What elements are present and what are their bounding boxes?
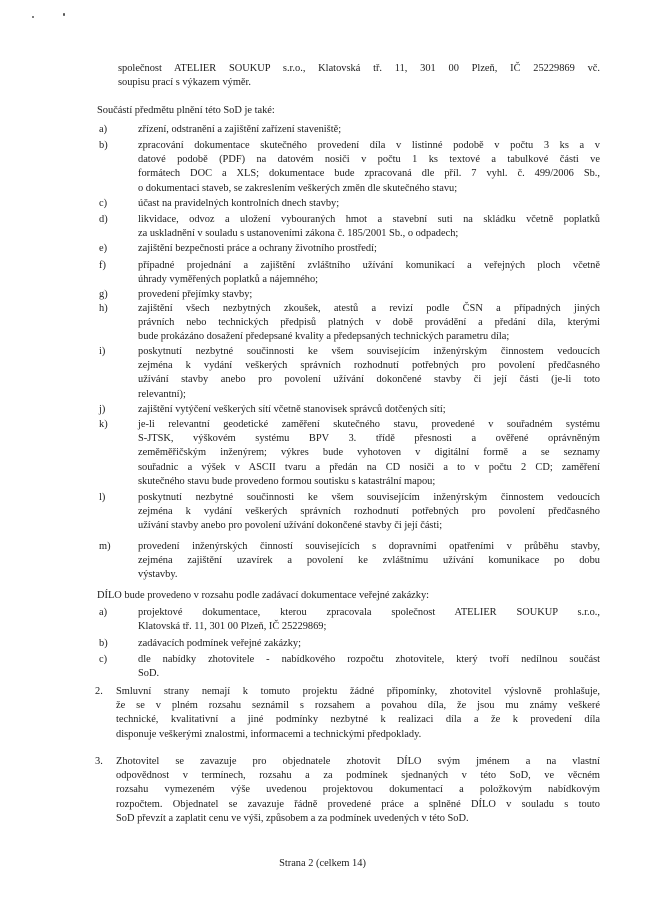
item-label: a) <box>99 124 108 135</box>
item-label: b) <box>99 140 108 151</box>
item-label: j) <box>99 404 106 415</box>
item-text-line: případné projednání a zajištění zvláštního užívání komunikací a veřejných ploch včetně <box>138 260 600 271</box>
item-text-line: skutečného stavu bude provedeno formou soutisku s katastrální mapou; <box>138 475 436 487</box>
paragraph-text-line: SoD převzít a zaplatit cenu ve výši, způsobem a za podmínek uvedených v této SoD. <box>116 812 469 824</box>
dilo-item-text-line: Klatovská tř. 11, 301 00 Plzeň, IČ 25229869; <box>138 621 327 633</box>
item-label: c) <box>99 198 108 209</box>
item-label: e) <box>99 243 108 254</box>
intro-line: společnost ATELIER SOUKUP s.r.o., Klatovská tř. 11, 301 00 Plzeň, IČ 25229869 vč. <box>118 63 600 74</box>
item-text-line: relevantní); <box>138 388 186 400</box>
item-text-line: likvidace, odvoz a uložení vybouraných hmot a stavební suti na skládku včetně poplatků <box>138 214 600 225</box>
item-label: k) <box>99 419 108 430</box>
item-text-line: provedení inženýrských činností souvisejících s dopravními opatřeními v průběhu stavby, <box>138 541 600 552</box>
paragraph-text-line: disponuje veškerými znalostmi, informacemi a technickými předpoklady. <box>116 728 422 740</box>
item-text-line: datové podobě (PDF) na datovém nosiči v počtu 1 ks textové a tabulkové části ve <box>138 154 600 166</box>
item-text-line: souřadnic a výšek v ASCII tvaru a předán na CD nosiči a to v počtu 2 CD; zaměření <box>138 461 600 473</box>
item-text-line: zpracování dokumentace skutečného provedení díla v listinné podobě v počtu 3 ks a v <box>138 140 600 151</box>
paragraph-text-line: technické, kvalitativní a jiné podmínky nezbytné k realizaci díla a že k provedení díla <box>116 714 600 726</box>
item-text-line: zejména zajištění uzavírek a povolení ke zvláštnímu užívání komunikace po dobu <box>138 555 600 567</box>
item-label: m) <box>99 541 111 552</box>
item-label: l) <box>99 492 106 503</box>
paragraph-number: 2. <box>95 686 103 697</box>
item-text-line: formátech DOC a XLS; dokumentace bude zpracovaná dle příl. 7 vyhl. č. 499/2006 Sb., <box>138 168 600 180</box>
item-label: g) <box>99 289 108 300</box>
item-label: h) <box>99 303 108 314</box>
section-heading: Součástí předmětu plnění této SoD je také: <box>97 105 275 116</box>
item-text-line: zejména k vydání veškerých správních rozhodnutí potřebných pro povolení předčasného <box>138 506 600 518</box>
item-text-line: zajištění vytýčení veškerých sítí včetně stanovisek správců dotčených sítí; <box>138 404 446 415</box>
dilo-heading: DÍLO bude provedeno v rozsahu podle zadávací dokumentace veřejné zakázky: <box>97 590 430 601</box>
item-text-line: účast na pravidelných kontrolních dnech stavby; <box>138 198 340 209</box>
dilo-item-label: b) <box>99 638 108 649</box>
item-text-line: S-JTSK, výškovém systému BPV 3. třídě přesnosti a ověřené oprávněným <box>138 433 600 445</box>
item-text-line: poskytnutí nezbytné součinnosti ke všem souvisejícím inženýrským činnostem vedoucích <box>138 346 600 357</box>
dilo-item-label: c) <box>99 654 108 665</box>
scan-speck <box>63 13 65 16</box>
item-label: d) <box>99 214 108 225</box>
dilo-item-text-line: projektové dokumentace, kterou zpracovala společnost ATELIER SOUKUP s.r.o., <box>138 607 600 618</box>
item-text-line: úhrady vyměřených poplatků a nájemného; <box>138 274 319 286</box>
paragraph-text-line: odpovědnost v termínech, rozsahu a za podmínek sjednaných v této SoD, ve věcném <box>116 770 600 782</box>
item-text-line: právních nebo technických předpisů platných v době provádění a předání díla, kterými <box>138 317 600 329</box>
item-text-line: provedení přejímky stavby; <box>138 289 253 300</box>
item-text-line: o dokumentaci staveb, se zakreslením veškerých změn dle skutečného stavu; <box>138 182 458 194</box>
dilo-item-label: a) <box>99 607 108 618</box>
paragraph-text-line: Zhotovitel se zavazuje pro objednatele zhotovit DÍLO svým jménem a na vlastní <box>116 756 600 767</box>
intro-line: soupisu prací s výkazem výměr. <box>118 77 252 88</box>
paragraph-text-line: rozsahu vymezeném výše uvedenou projektovou dokumentací a položkovým nabídkovým <box>116 784 600 796</box>
dilo-item-text-line: SoD. <box>138 668 160 680</box>
item-text-line: zeměměřičským inženýrem; výkres bude vyhotoven v digitální formě a se seznamy <box>138 447 600 459</box>
item-text-line: výstavby. <box>138 569 178 581</box>
paragraph-number: 3. <box>95 756 103 767</box>
item-text-line: je-li relevantní geodetické zaměření skutečného stavu, provedené v souřadném systému <box>138 419 600 430</box>
paragraph-text-line: že se v plném rozsahu seznámil s rozsahem a povahou díla, že jsou mu známy veškeré <box>116 700 600 712</box>
scan-speck <box>32 16 34 18</box>
item-text-line: bude prokázáno dosažení předepsané kvality a předepsaných technických parametru díla; <box>138 331 510 343</box>
item-text-line: poskytnutí nezbytné součinnosti ke všem souvisejícím inženýrským činnostem vedoucích <box>138 492 600 503</box>
item-text-line: užívání stavby anebo pro povolení užívání dokončené stavby či její části (je-li toto <box>138 374 600 386</box>
paragraph-text-line: rozpočtem. Objednatel se zavazuje řádně provedené práce a splněné DÍLO v souladu s touto <box>116 798 600 810</box>
dilo-item-text-line: dle nabídky zhotovitele - nabídkového rozpočtu zhotovitele, který tvoří nedílnou součást <box>138 654 600 665</box>
item-text-line: zajištění bezpečnosti práce a ochrany životního prostředí; <box>138 243 377 254</box>
paragraph-text-line: Smluvní strany nemají k tomuto projektu žádné připomínky, zhotovitel výslovně prohlašuje, <box>116 686 600 697</box>
item-label: i) <box>99 346 106 357</box>
item-text-line: zejména k vydání veškerých správních rozhodnutí potřebných pro povolení předčasného <box>138 360 600 372</box>
item-text-line: zřízení, odstranění a zajištění zařízení staveniště; <box>138 124 342 135</box>
item-text-line: zajištění všech nezbytných zkoušek, atestů a revizí podle ČSN a případných jiných <box>138 303 600 314</box>
item-text-line: za uskladnění v souladu s ustanoveními zákona č. 185/2001 Sb., o odpadech; <box>138 228 459 240</box>
item-text-line: užívání stavby anebo pro povolení užívání dokončené stavby či její části; <box>138 520 443 532</box>
item-label: f) <box>99 260 106 271</box>
page-footer: Strana 2 (celkem 14) <box>279 858 366 869</box>
dilo-item-text-line: zadávacích podmínek veřejné zakázky; <box>138 638 301 649</box>
